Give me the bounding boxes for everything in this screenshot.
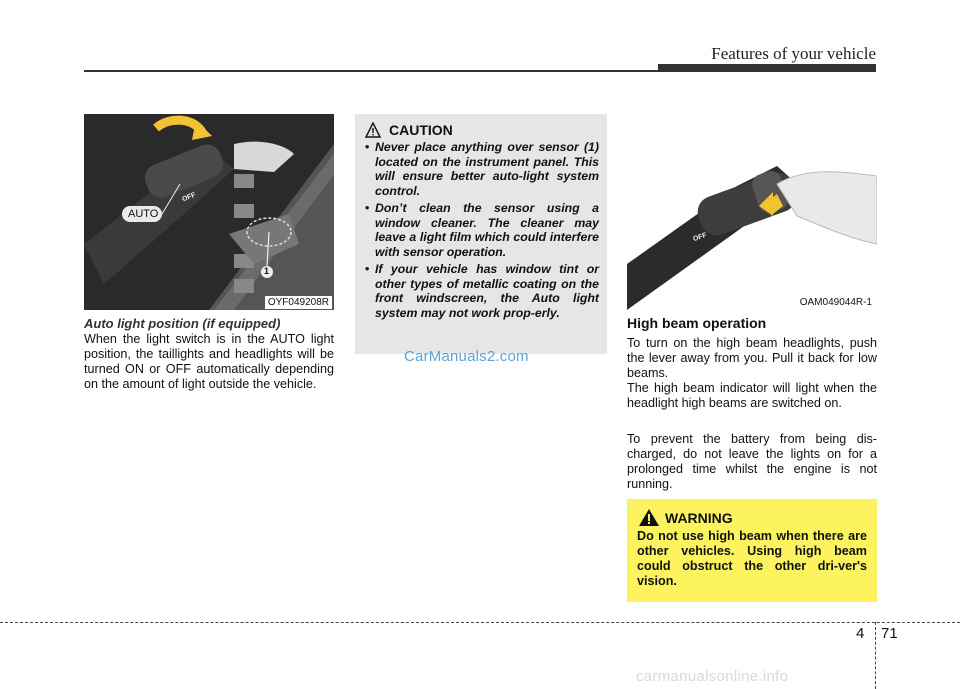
auto-label: AUTO	[128, 208, 159, 220]
footer-rule	[0, 622, 960, 623]
caution-box	[355, 114, 607, 354]
header-title: Features of your vehicle	[711, 44, 876, 63]
warning-icon	[639, 509, 659, 526]
page-number: 71	[881, 625, 898, 642]
chapter-number: 4	[856, 625, 865, 642]
caution-warning-icon	[365, 122, 381, 138]
high-beam-paragraph: To prevent the battery from being dis-charged, do not leave the lights on for a prolonged time whilst the engine is not running.	[627, 432, 877, 491]
figure-code: OYF049208R	[265, 296, 332, 309]
auto-light-illustration	[84, 114, 334, 310]
source-watermark: carmanualsonline.info	[636, 668, 789, 685]
warning-title: WARNING	[665, 509, 733, 526]
auto-light-figure	[84, 114, 334, 310]
warning-box	[627, 499, 877, 602]
high-beam-figure	[627, 114, 877, 310]
off-label: OFF	[692, 231, 708, 244]
caution-item: • If your vehicle has window tint or other types of metallic coating on the front windscreen, the Auto light system may not work prop-erly.	[363, 262, 599, 320]
high-beam-paragraph: The high beam indicator will light when the headlight high beams are switched on.	[627, 381, 877, 410]
auto-light-body: When the light switch is in the AUTO light position, the taillights and headlights will be turned ON or OFF automatically depending on the amount of light outside the vehicle.	[84, 332, 334, 391]
header-rule-accent	[658, 64, 876, 72]
caution-title: CAUTION	[389, 122, 453, 138]
caution-item: • Never place anything over sensor (1) located on the instrument panel. This will ensure better auto-light system control.	[363, 140, 599, 198]
sensor-marker: 1	[264, 266, 270, 276]
footer-divider	[875, 622, 876, 689]
off-label: OFF	[181, 191, 197, 204]
caution-item: • Don’t clean the sensor using a window cleaner. The cleaner may leave a light film which could interfere with sensor operation.	[363, 201, 599, 259]
figure-code: OAM049044R-1	[797, 296, 875, 309]
high-beam-heading: High beam operation	[627, 315, 767, 331]
warning-header	[639, 509, 867, 526]
high-beam-illustration	[627, 114, 877, 310]
warning-text: Do not use high beam when there are other vehicles. Using high beam could obstruct the other dri-ver's vision.	[637, 529, 867, 588]
auto-light-subheading: Auto light position (if equipped)	[84, 316, 281, 331]
caution-header	[365, 122, 599, 138]
watermark-link[interactable]: CarManuals2.com	[404, 348, 529, 365]
caution-list	[363, 140, 599, 320]
high-beam-paragraph: To turn on the high beam headlights, push the lever away from you. Pull it back for low beams.	[627, 336, 877, 380]
